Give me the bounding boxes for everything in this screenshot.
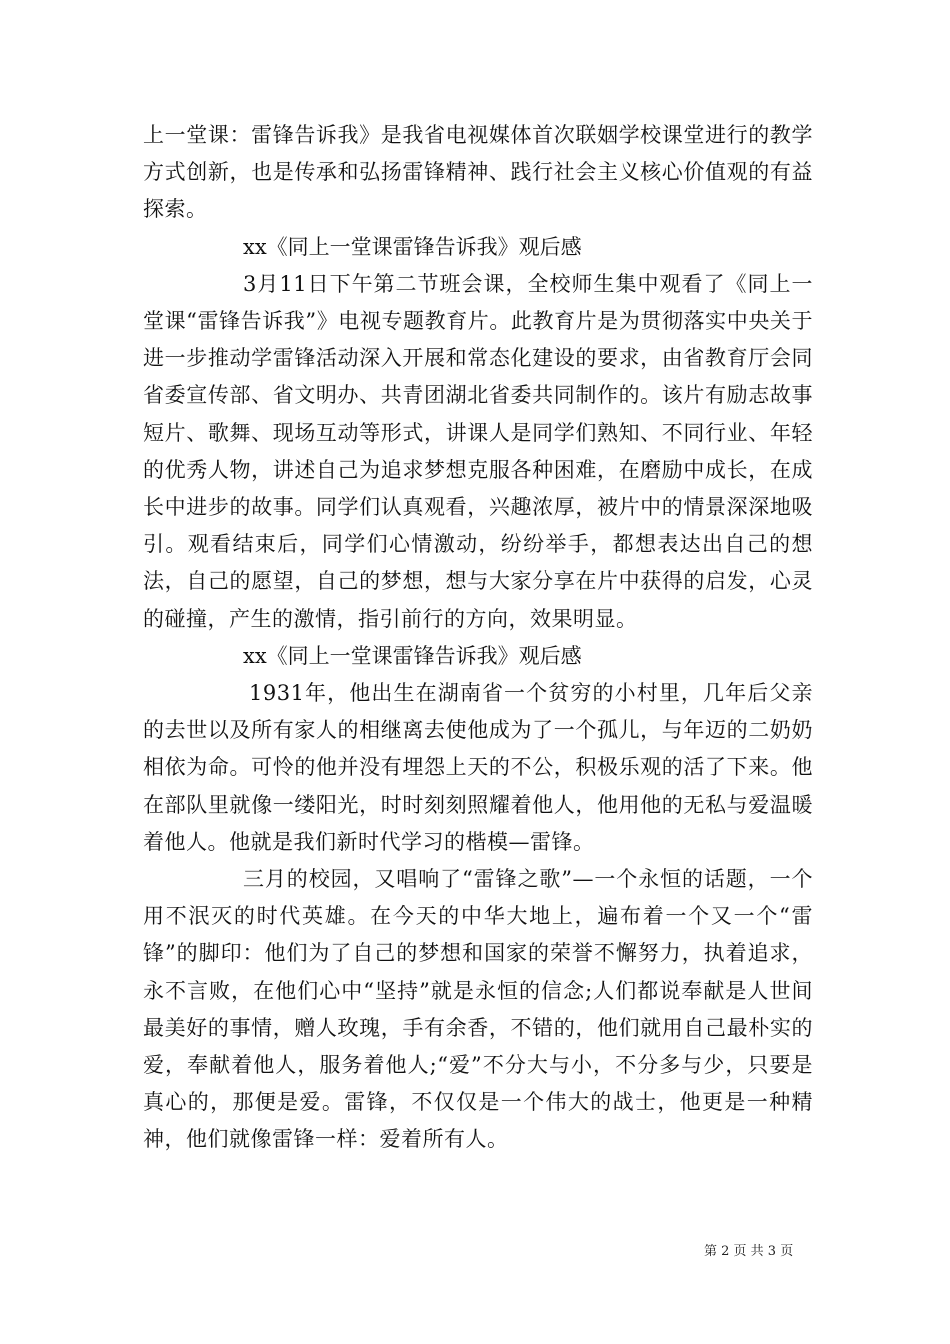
page-number-footer: 第 2 页 共 3 页 <box>704 1244 794 1259</box>
paragraph-intro-continuation: 上一堂课：雷锋告诉我》是我省电视媒体首次联姻学校课堂进行的教学方式创新，也是传承和弘扬雷锋精神、践行社会主义核心价值观的有益探索。 <box>143 123 813 222</box>
paragraph-biography: 1931年，他出生在湖南省一个贫穷的小村里，几年后父亲的去世以及所有家人的相继离去使他成为了一个孤儿，与年迈的二奶奶相依为命。可怜的他并没有埋怨上天的不公，积极乐观的活了下来。他在部队里就像一缕阳光，时时刻刻照耀着他人，他用他的无私与爱温暖着他人。他就是我们新时代学习的楷模—雷锋。 <box>143 681 813 854</box>
paragraph-class-meeting: 3月11日下午第二节班会课，全校师生集中观看了《同上一堂课“雷锋告诉我”》电视专题教育片。此教育片是为贯彻落实中央关于进一步推动学雷锋活动深入开展和常态化建设的要求，由省教育厅会同省委宣传部、省文明办、共青团湖北省委共同制作的。该片有励志故事短片、歌舞、现场互动等形式，讲课人是同学们熟知、不同行业、年轻的优秀人物，讲述自己为追求梦想克服各种困难，在磨励中成长，在成长中进步的故事。同学们认真观看，兴趣浓厚，被片中的情景深深地吸引。观看结束后，同学们心情激动，纷纷举手，都想表达出自己的想法，自己的愿望，自己的梦想，想与大家分享在片中获得的启发，心灵的碰撞，产生的激情，指引前行的方向，效果明显。 <box>143 271 813 631</box>
document-body <box>143 117 813 1159</box>
paragraph-campus-march: 三月的校园，又唱响了“雷锋之歌”—一个永恒的话题，一个用不泯灭的时代英雄。在今天的中华大地上，遍布着一个又一个“雷锋”的脚印：他们为了自己的梦想和国家的荣誉不懈努力，执着追求，永不言败，在他们心中“坚持”就是永恒的信念;人们都说奉献是人世间最美好的事情，赠人玫瑰，手有余香，不错的，他们就用自己最朴实的爱，奉献着他人，服务着他人;“爱”不分大与小，不分多与少，只要是真心的，那便是爱。雷锋，不仅仅是一个伟大的战士，他更是一种精神，他们就像雷锋一样：爱着所有人。 <box>143 867 813 1152</box>
section-heading-1: xx《同上一堂课雷锋告诉我》观后感 <box>243 234 582 259</box>
section-heading-2: xx《同上一堂课雷锋告诉我》观后感 <box>243 643 582 668</box>
